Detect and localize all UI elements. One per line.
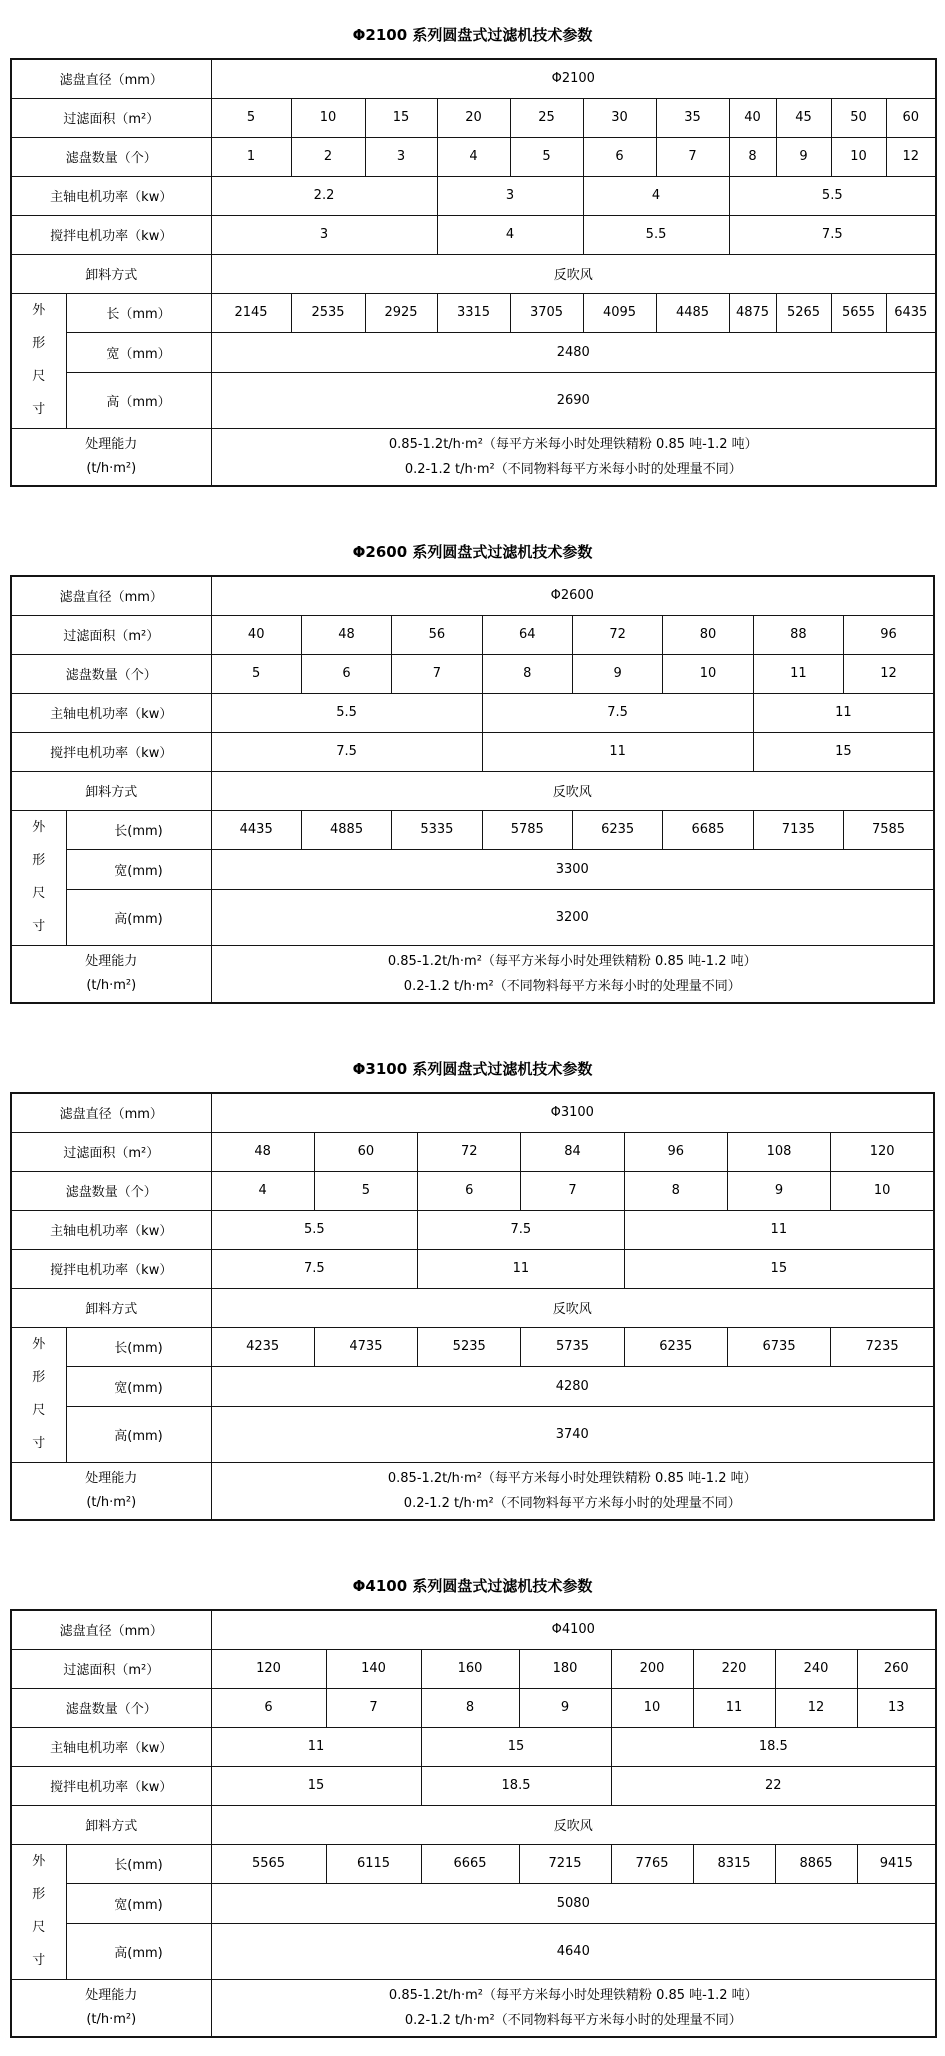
spec-tables-container (10, 26, 935, 2038)
dimensions-group-char: 形 (32, 1370, 46, 1386)
table-row (11, 1210, 934, 1249)
disc-count-value-cell: 7 (392, 654, 482, 693)
disc-count-value-cell: 12 (844, 654, 934, 693)
dimensions-group-cell (11, 1844, 66, 1979)
dimensions-group-label (14, 1329, 64, 1460)
main-motor-value-cell: 5.5 (211, 693, 482, 732)
height-label-cell: 高（mm） (66, 372, 211, 428)
dimensions-group-char: 外 (32, 1854, 46, 1870)
area-value-cell: 220 (693, 1649, 775, 1688)
area-value-cell: 48 (301, 615, 391, 654)
disc-count-value-cell: 11 (753, 654, 843, 693)
table-row (11, 1462, 934, 1520)
table-row (11, 1249, 934, 1288)
table-title: Φ2600 系列圆盘式过滤机技术参数 (352, 543, 593, 561)
table-row (11, 1406, 934, 1462)
table-row (11, 1610, 936, 1649)
table-title: Φ4100 系列圆盘式过滤机技术参数 (352, 1577, 593, 1595)
dimensions-group-char: 寸 (32, 918, 46, 934)
agitation-motor-value-cell: 22 (611, 1766, 936, 1805)
table-row (11, 615, 934, 654)
disc-count-value-cell: 9 (519, 1688, 611, 1727)
area-value-cell: 10 (291, 98, 365, 137)
area-value-cell: 56 (392, 615, 482, 654)
table-title: Φ2100 系列圆盘式过滤机技术参数 (352, 26, 593, 44)
length-value-cell: 6235 (572, 810, 662, 849)
table-row (11, 732, 934, 771)
width-label-cell: 宽(mm) (66, 849, 211, 889)
agitation-motor-value-cell: 15 (624, 1249, 934, 1288)
main-motor-value-cell: 7.5 (482, 693, 753, 732)
area-label-cell: 过滤面积（m²） (11, 98, 211, 137)
width-value-cell: 4280 (211, 1366, 934, 1406)
height-label-cell: 高(mm) (66, 889, 211, 945)
table-row (11, 1727, 936, 1766)
dimensions-group-char: 寸 (32, 1435, 46, 1451)
dimensions-group-cell (11, 810, 66, 945)
length-value-cell: 7585 (844, 810, 934, 849)
length-value-cell: 2535 (291, 293, 365, 332)
length-value-cell: 6735 (727, 1327, 830, 1366)
disc-count-value-cell: 10 (831, 1171, 934, 1210)
dimensions-group-char: 尺 (32, 1402, 46, 1418)
table-row (11, 810, 934, 849)
capacity-note-line: 0.85-1.2t/h·m²（每平方米每小时处理铁精粉 0.85 吨-1.2 吨） (388, 1987, 758, 2003)
dimensions-group-char: 寸 (32, 401, 46, 417)
length-value-cell: 6685 (663, 810, 753, 849)
dimensions-group-label (14, 1846, 64, 1977)
disc-count-value-cell: 9 (776, 137, 831, 176)
area-value-cell: 120 (831, 1132, 934, 1171)
agitation-motor-label-cell: 搅拌电机功率（kw） (11, 1766, 211, 1805)
length-value-cell: 4885 (301, 810, 391, 849)
dimensions-group-char: 形 (32, 853, 46, 869)
dimensions-group-char: 寸 (32, 1952, 46, 1968)
disc-count-value-cell: 10 (663, 654, 753, 693)
table-title: Φ3100 系列圆盘式过滤机技术参数 (352, 1060, 593, 1078)
disc-count-value-cell: 11 (693, 1688, 775, 1727)
capacity-note-line: 0.2-1.2 t/h·m²（不同物料每平方米每小时的处理量不同） (404, 461, 742, 477)
capacity-label-line: 处理能力 (85, 1470, 138, 1486)
dimensions-group-cell (11, 293, 66, 428)
spec-table-block (10, 543, 935, 1004)
dimensions-group-char: 尺 (32, 368, 46, 384)
table-row (11, 372, 936, 428)
main-motor-value-cell: 7.5 (418, 1210, 625, 1249)
length-value-cell: 4095 (583, 293, 656, 332)
disc-count-value-cell: 6 (583, 137, 656, 176)
width-value-cell: 5080 (211, 1883, 936, 1923)
dimensions-group-label (14, 812, 64, 943)
table-row (11, 945, 934, 1003)
length-label-cell: 长(mm) (66, 810, 211, 849)
main-motor-value-cell: 2.2 (211, 176, 437, 215)
length-value-cell: 5335 (392, 810, 482, 849)
agitation-motor-label-cell: 搅拌电机功率（kw） (11, 1249, 211, 1288)
capacity-note-line: 0.85-1.2t/h·m²（每平方米每小时处理铁精粉 0.85 吨-1.2 吨） (387, 1470, 757, 1486)
discharge-label-cell: 卸料方式 (11, 1288, 211, 1327)
area-value-cell: 40 (211, 615, 301, 654)
area-value-cell: 35 (656, 98, 729, 137)
discharge-label-cell: 卸料方式 (11, 1805, 211, 1844)
main-motor-label-cell: 主轴电机功率（kw） (11, 1210, 211, 1249)
length-value-cell: 3705 (510, 293, 583, 332)
length-label-cell: 长(mm) (66, 1844, 211, 1883)
table-row (11, 215, 936, 254)
discharge-value-cell: 反吹风 (211, 771, 934, 810)
table-row (11, 1288, 934, 1327)
dimensions-group-cell (11, 1327, 66, 1462)
length-value-cell: 5655 (831, 293, 886, 332)
main-motor-value-cell: 11 (753, 693, 934, 732)
discharge-value-cell: 反吹风 (211, 254, 936, 293)
length-value-cell: 7135 (753, 810, 843, 849)
height-value-cell: 2690 (211, 372, 936, 428)
main-motor-value-cell: 5.5 (211, 1210, 418, 1249)
disc-count-value-cell: 5 (211, 654, 301, 693)
area-value-cell: 48 (211, 1132, 314, 1171)
disc-count-value-cell: 8 (482, 654, 572, 693)
disc-count-label-cell: 滤盘数量（个） (11, 1688, 211, 1727)
table-row (11, 1366, 934, 1406)
agitation-motor-value-cell: 11 (482, 732, 753, 771)
capacity-note-line: 0.2-1.2 t/h·m²（不同物料每平方米每小时的处理量不同） (403, 978, 741, 994)
disc-count-value-cell: 3 (365, 137, 437, 176)
disc-count-value-cell: 7 (656, 137, 729, 176)
area-value-cell: 30 (583, 98, 656, 137)
area-value-cell: 72 (418, 1132, 521, 1171)
capacity-label-cell (11, 945, 211, 1003)
spec-table (10, 58, 937, 487)
length-value-cell: 3315 (437, 293, 510, 332)
table-row (11, 1844, 936, 1883)
capacity-value-cell (211, 1462, 934, 1520)
disc-count-value-cell: 2 (291, 137, 365, 176)
length-label-cell: 长（mm） (66, 293, 211, 332)
disc-count-value-cell: 9 (572, 654, 662, 693)
length-value-cell: 8315 (693, 1844, 775, 1883)
width-label-cell: 宽（mm） (66, 332, 211, 372)
area-label-cell: 过滤面积（m²） (11, 1132, 211, 1171)
main-motor-label-cell: 主轴电机功率（kw） (11, 176, 211, 215)
height-value-cell: 3740 (211, 1406, 934, 1462)
disc-count-value-cell: 7 (326, 1688, 421, 1727)
discharge-value-cell: 反吹风 (211, 1288, 934, 1327)
length-value-cell: 4875 (729, 293, 776, 332)
area-value-cell: 180 (519, 1649, 611, 1688)
disc-count-value-cell: 10 (831, 137, 886, 176)
area-value-cell: 5 (211, 98, 291, 137)
capacity-label-line: 处理能力 (85, 436, 138, 452)
capacity-label-line: (t/h·m²) (86, 460, 137, 476)
area-value-cell: 60 (886, 98, 936, 137)
table-row (11, 771, 934, 810)
area-value-cell: 120 (211, 1649, 326, 1688)
table-row (11, 1327, 934, 1366)
area-label-cell: 过滤面积（m²） (11, 615, 211, 654)
diameter-label-cell: 滤盘直径（mm） (11, 1610, 211, 1649)
disc-count-value-cell: 8 (624, 1171, 727, 1210)
capacity-note-line: 0.85-1.2t/h·m²（每平方米每小时处理铁精粉 0.85 吨-1.2 吨） (388, 436, 758, 452)
disc-count-value-cell: 6 (418, 1171, 521, 1210)
capacity-label-cell (11, 428, 211, 486)
spec-table (10, 1092, 935, 1521)
dimensions-group-char: 形 (32, 1887, 46, 1903)
capacity-label-line: (t/h·m²) (86, 1494, 137, 1510)
capacity-value-cell (211, 1979, 936, 2037)
main-motor-value-cell: 11 (211, 1727, 421, 1766)
length-value-cell: 2925 (365, 293, 437, 332)
table-row (11, 1805, 936, 1844)
main-motor-label-cell: 主轴电机功率（kw） (11, 693, 211, 732)
area-value-cell: 240 (775, 1649, 857, 1688)
disc-count-value-cell: 8 (729, 137, 776, 176)
length-value-cell: 4485 (656, 293, 729, 332)
agitation-motor-value-cell: 15 (753, 732, 934, 771)
height-value-cell: 4640 (211, 1923, 936, 1979)
capacity-label-line: (t/h·m²) (86, 2011, 137, 2027)
capacity-label-line: 处理能力 (85, 953, 138, 969)
width-label-cell: 宽(mm) (66, 1366, 211, 1406)
area-value-cell: 84 (521, 1132, 624, 1171)
diameter-value-cell: Φ2100 (211, 59, 936, 98)
agitation-motor-value-cell: 4 (437, 215, 583, 254)
area-value-cell: 20 (437, 98, 510, 137)
disc-count-value-cell: 7 (521, 1171, 624, 1210)
area-value-cell: 60 (314, 1132, 417, 1171)
length-value-cell: 2145 (211, 293, 291, 332)
capacity-label-line: (t/h·m²) (86, 977, 137, 993)
main-motor-value-cell: 4 (583, 176, 729, 215)
disc-count-value-cell: 10 (611, 1688, 693, 1727)
agitation-motor-value-cell: 7.5 (211, 1249, 418, 1288)
width-label-cell: 宽(mm) (66, 1883, 211, 1923)
main-motor-value-cell: 3 (437, 176, 583, 215)
dimensions-group-char: 尺 (32, 885, 46, 901)
diameter-label-cell: 滤盘直径（mm） (11, 576, 211, 615)
area-value-cell: 15 (365, 98, 437, 137)
height-label-cell: 高(mm) (66, 1923, 211, 1979)
capacity-value-cell (211, 428, 936, 486)
length-label-cell: 长(mm) (66, 1327, 211, 1366)
area-value-cell: 200 (611, 1649, 693, 1688)
capacity-label-cell (11, 1979, 211, 2037)
table-row (11, 1132, 934, 1171)
disc-count-value-cell: 6 (211, 1688, 326, 1727)
agitation-motor-value-cell: 3 (211, 215, 437, 254)
disc-count-value-cell: 8 (421, 1688, 519, 1727)
length-value-cell: 7215 (519, 1844, 611, 1883)
capacity-note-line: 0.2-1.2 t/h·m²（不同物料每平方米每小时的处理量不同） (403, 1495, 741, 1511)
disc-count-value-cell: 9 (727, 1171, 830, 1210)
dimensions-group-char: 外 (32, 820, 46, 836)
area-value-cell: 96 (624, 1132, 727, 1171)
diameter-value-cell: Φ4100 (211, 1610, 936, 1649)
table-row (11, 1093, 934, 1132)
length-value-cell: 6235 (624, 1327, 727, 1366)
disc-count-value-cell: 1 (211, 137, 291, 176)
table-row (11, 576, 934, 615)
dimensions-group-char: 外 (32, 1337, 46, 1353)
area-value-cell: 108 (727, 1132, 830, 1171)
capacity-label-cell (11, 1462, 211, 1520)
area-value-cell: 80 (663, 615, 753, 654)
discharge-label-cell: 卸料方式 (11, 771, 211, 810)
disc-count-value-cell: 5 (510, 137, 583, 176)
length-value-cell: 5265 (776, 293, 831, 332)
width-value-cell: 2480 (211, 332, 936, 372)
height-value-cell: 3200 (211, 889, 934, 945)
length-value-cell: 8865 (775, 1844, 857, 1883)
table-row (11, 1766, 936, 1805)
table-row (11, 137, 936, 176)
length-value-cell: 5235 (418, 1327, 521, 1366)
area-value-cell: 140 (326, 1649, 421, 1688)
table-row (11, 1979, 936, 2037)
agitation-motor-value-cell: 15 (211, 1766, 421, 1805)
table-row (11, 1688, 936, 1727)
area-value-cell: 96 (844, 615, 934, 654)
length-value-cell: 6435 (886, 293, 936, 332)
area-value-cell: 25 (510, 98, 583, 137)
table-row (11, 98, 936, 137)
dimensions-group-char: 外 (32, 303, 46, 319)
table-row (11, 849, 934, 889)
table-row (11, 254, 936, 293)
capacity-note-line: 0.85-1.2t/h·m²（每平方米每小时处理铁精粉 0.85 吨-1.2 吨） (387, 953, 757, 969)
length-value-cell: 6665 (421, 1844, 519, 1883)
table-row (11, 332, 936, 372)
length-value-cell: 4235 (211, 1327, 314, 1366)
table-row (11, 1923, 936, 1979)
agitation-motor-value-cell: 7.5 (211, 732, 482, 771)
main-motor-label-cell: 主轴电机功率（kw） (11, 1727, 211, 1766)
area-value-cell: 64 (482, 615, 572, 654)
disc-count-value-cell: 4 (437, 137, 510, 176)
table-row (11, 176, 936, 215)
area-label-cell: 过滤面积（m²） (11, 1649, 211, 1688)
diameter-label-cell: 滤盘直径（mm） (11, 1093, 211, 1132)
agitation-motor-label-cell: 搅拌电机功率（kw） (11, 215, 211, 254)
disc-count-value-cell: 5 (314, 1171, 417, 1210)
area-value-cell: 260 (857, 1649, 936, 1688)
length-value-cell: 5785 (482, 810, 572, 849)
diameter-label-cell: 滤盘直径（mm） (11, 59, 211, 98)
agitation-motor-value-cell: 18.5 (421, 1766, 611, 1805)
diameter-value-cell: Φ3100 (211, 1093, 934, 1132)
height-label-cell: 高(mm) (66, 1406, 211, 1462)
length-value-cell: 6115 (326, 1844, 421, 1883)
disc-count-value-cell: 13 (857, 1688, 936, 1727)
main-motor-value-cell: 5.5 (729, 176, 936, 215)
main-motor-value-cell: 18.5 (611, 1727, 936, 1766)
table-row (11, 1171, 934, 1210)
area-value-cell: 88 (753, 615, 843, 654)
disc-count-value-cell: 6 (301, 654, 391, 693)
discharge-value-cell: 反吹风 (211, 1805, 936, 1844)
disc-count-label-cell: 滤盘数量（个） (11, 137, 211, 176)
discharge-label-cell: 卸料方式 (11, 254, 211, 293)
table-row (11, 654, 934, 693)
agitation-motor-value-cell: 5.5 (583, 215, 729, 254)
length-value-cell: 4735 (314, 1327, 417, 1366)
agitation-motor-label-cell: 搅拌电机功率（kw） (11, 732, 211, 771)
disc-count-value-cell: 12 (886, 137, 936, 176)
capacity-value-cell (211, 945, 934, 1003)
agitation-motor-value-cell: 7.5 (729, 215, 936, 254)
spec-table (10, 1609, 937, 2038)
area-value-cell: 160 (421, 1649, 519, 1688)
length-value-cell: 9415 (857, 1844, 936, 1883)
spec-table-block (10, 1577, 935, 2038)
spec-table-block (10, 26, 935, 487)
area-value-cell: 50 (831, 98, 886, 137)
diameter-value-cell: Φ2600 (211, 576, 934, 615)
disc-count-label-cell: 滤盘数量（个） (11, 1171, 211, 1210)
length-value-cell: 4435 (211, 810, 301, 849)
width-value-cell: 3300 (211, 849, 934, 889)
dimensions-group-label (14, 295, 64, 426)
spec-table (10, 575, 935, 1004)
disc-count-value-cell: 4 (211, 1171, 314, 1210)
spec-table-block (10, 1060, 935, 1521)
length-value-cell: 5565 (211, 1844, 326, 1883)
area-value-cell: 72 (572, 615, 662, 654)
main-motor-value-cell: 15 (421, 1727, 611, 1766)
length-value-cell: 7235 (831, 1327, 934, 1366)
table-row (11, 428, 936, 486)
length-value-cell: 7765 (611, 1844, 693, 1883)
capacity-label-line: 处理能力 (85, 1987, 138, 2003)
table-row (11, 889, 934, 945)
area-value-cell: 45 (776, 98, 831, 137)
disc-count-label-cell: 滤盘数量（个） (11, 654, 211, 693)
capacity-note-line: 0.2-1.2 t/h·m²（不同物料每平方米每小时的处理量不同） (404, 2012, 742, 2028)
table-row (11, 59, 936, 98)
agitation-motor-value-cell: 11 (418, 1249, 625, 1288)
area-value-cell: 40 (729, 98, 776, 137)
table-row (11, 693, 934, 732)
table-row (11, 1649, 936, 1688)
main-motor-value-cell: 11 (624, 1210, 934, 1249)
length-value-cell: 5735 (521, 1327, 624, 1366)
dimensions-group-char: 尺 (32, 1919, 46, 1935)
table-row (11, 1883, 936, 1923)
table-row (11, 293, 936, 332)
disc-count-value-cell: 12 (775, 1688, 857, 1727)
dimensions-group-char: 形 (32, 336, 46, 352)
